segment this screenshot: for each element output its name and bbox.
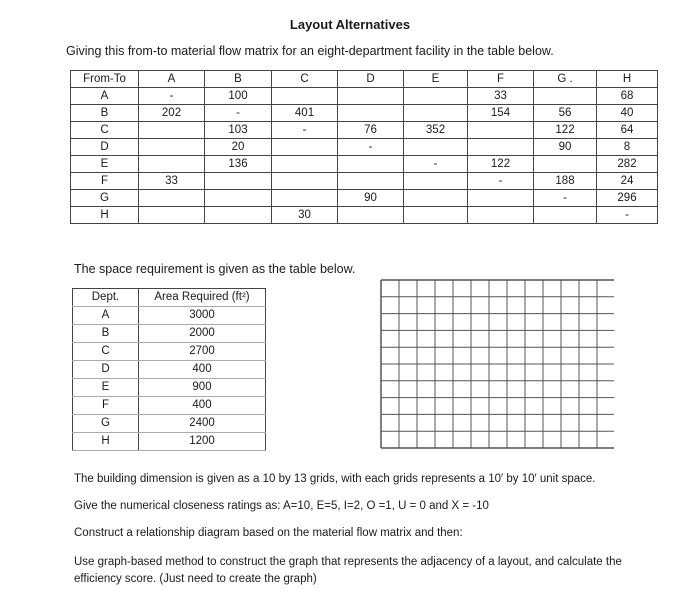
area-value-cell: 2700 (139, 343, 266, 361)
matrix-col-header: A (139, 71, 205, 88)
matrix-cell (338, 207, 404, 224)
area-row (73, 361, 266, 379)
area-row (73, 325, 266, 343)
area-row (73, 397, 266, 415)
matrix-cell: - (534, 190, 597, 207)
matrix-row (71, 88, 658, 105)
dept-header: Dept. (73, 289, 139, 307)
matrix-cell (272, 88, 338, 105)
matrix-cell: 30 (272, 207, 338, 224)
matrix-row (71, 190, 658, 207)
matrix-cell (404, 207, 468, 224)
area-value-cell: 900 (139, 379, 266, 397)
area-value-cell: 2000 (139, 325, 266, 343)
matrix-cell: 136 (205, 156, 272, 173)
matrix-cell (404, 105, 468, 122)
area-value-cell: 400 (139, 397, 266, 415)
intro-text: Giving this from-to material flow matrix for an eight-department facility in the table below. (66, 44, 554, 58)
matrix-cell (534, 156, 597, 173)
matrix-cell: 76 (338, 122, 404, 139)
matrix-cell (468, 190, 534, 207)
matrix-cell: 202 (139, 105, 205, 122)
matrix-cell (205, 173, 272, 190)
matrix-cell: 40 (597, 105, 658, 122)
matrix-corner-cell: From-To (71, 71, 139, 88)
matrix-cell: - (597, 207, 658, 224)
area-value-cell: 1200 (139, 433, 266, 451)
matrix-row (71, 173, 658, 190)
area-row (73, 379, 266, 397)
matrix-cell: 352 (404, 122, 468, 139)
matrix-row-header: G (71, 190, 139, 207)
matrix-cell (139, 190, 205, 207)
area-dept-cell: H (73, 433, 139, 451)
area-header-row (73, 289, 266, 307)
matrix-cell: - (205, 105, 272, 122)
matrix-cell: 56 (534, 105, 597, 122)
matrix-cell (468, 122, 534, 139)
matrix-row-header: B (71, 105, 139, 122)
matrix-cell (272, 156, 338, 173)
area-dept-cell: C (73, 343, 139, 361)
space-intro-text: The space requirement is given as the table below. (74, 262, 356, 276)
matrix-row (71, 207, 658, 224)
matrix-cell (534, 207, 597, 224)
matrix-col-header: H (597, 71, 658, 88)
matrix-row-header: C (71, 122, 139, 139)
matrix-row-header: A (71, 88, 139, 105)
area-dept-cell: E (73, 379, 139, 397)
area-row (73, 415, 266, 433)
matrix-cell (139, 156, 205, 173)
matrix-cell (468, 207, 534, 224)
matrix-cell: 68 (597, 88, 658, 105)
matrix-row (71, 105, 658, 122)
matrix-cell (272, 139, 338, 156)
closeness-ratings-text: Give the numerical closeness ratings as: A=10, E=5, I=2, O =1, U = 0 and X = -10 (74, 500, 489, 512)
matrix-col-header: D (338, 71, 404, 88)
matrix-cell: 100 (205, 88, 272, 105)
from-to-matrix (70, 70, 658, 224)
matrix-header-row (71, 71, 658, 88)
matrix-cell: 90 (534, 139, 597, 156)
matrix-cell: 8 (597, 139, 658, 156)
matrix-cell: 20 (205, 139, 272, 156)
area-row (73, 343, 266, 361)
matrix-cell: 296 (597, 190, 658, 207)
matrix-cell (205, 190, 272, 207)
matrix-row (71, 122, 658, 139)
area-row (73, 307, 266, 325)
matrix-cell (139, 139, 205, 156)
matrix-cell: 122 (468, 156, 534, 173)
matrix-cell (338, 156, 404, 173)
matrix-cell: 401 (272, 105, 338, 122)
matrix-cell (404, 173, 468, 190)
matrix-cell: 33 (139, 173, 205, 190)
matrix-cell (338, 105, 404, 122)
matrix-row-header: F (71, 173, 139, 190)
matrix-cell: 188 (534, 173, 597, 190)
graph-method-text: Use graph-based method to construct the graph that represents the adjacency of a layout, and calculate the efficiency score. (Just need to create the graph) (74, 556, 622, 585)
matrix-cell (404, 88, 468, 105)
matrix-col-header: F (468, 71, 534, 88)
matrix-cell (404, 139, 468, 156)
matrix-cell: - (338, 139, 404, 156)
matrix-col-header: C (272, 71, 338, 88)
matrix-cell (272, 173, 338, 190)
matrix-row-header: E (71, 156, 139, 173)
matrix-cell: - (139, 88, 205, 105)
matrix-cell: 154 (468, 105, 534, 122)
area-header: Area Required (ft²) (139, 289, 266, 307)
area-value-cell: 2400 (139, 415, 266, 433)
matrix-cell: 24 (597, 173, 658, 190)
matrix-row (71, 156, 658, 173)
relationship-diagram-text: Construct a relationship diagram based on the material flow matrix and then: (74, 527, 463, 539)
matrix-cell: 103 (205, 122, 272, 139)
matrix-cell (404, 190, 468, 207)
matrix-col-header: G . (534, 71, 597, 88)
matrix-cell: - (272, 122, 338, 139)
matrix-cell: 122 (534, 122, 597, 139)
matrix-row (71, 139, 658, 156)
area-dept-cell: A (73, 307, 139, 325)
matrix-row-header: H (71, 207, 139, 224)
matrix-cell: 33 (468, 88, 534, 105)
matrix-cell: 64 (597, 122, 658, 139)
matrix-cell (534, 88, 597, 105)
matrix-cell (272, 190, 338, 207)
area-dept-cell: G (73, 415, 139, 433)
area-value-cell: 3000 (139, 307, 266, 325)
matrix-cell: - (468, 173, 534, 190)
matrix-cell (205, 207, 272, 224)
area-row (73, 433, 266, 451)
matrix-row-header: D (71, 139, 139, 156)
matrix-cell: - (404, 156, 468, 173)
area-dept-cell: D (73, 361, 139, 379)
area-table (72, 288, 266, 451)
matrix-col-header: B (205, 71, 272, 88)
page-title: Layout Alternatives (289, 17, 411, 32)
matrix-cell (468, 139, 534, 156)
matrix-cell (139, 207, 205, 224)
matrix-cell: 90 (338, 190, 404, 207)
building-dimension-text: The building dimension is given as a 10 by 13 grids, with each grids represents a 10′ by 10′ unit space. (74, 473, 596, 485)
matrix-col-header: E (404, 71, 468, 88)
matrix-cell (338, 173, 404, 190)
area-dept-cell: B (73, 325, 139, 343)
building-grid (380, 279, 614, 449)
area-dept-cell: F (73, 397, 139, 415)
area-value-cell: 400 (139, 361, 266, 379)
matrix-cell: 282 (597, 156, 658, 173)
matrix-cell (338, 88, 404, 105)
matrix-cell (139, 122, 205, 139)
